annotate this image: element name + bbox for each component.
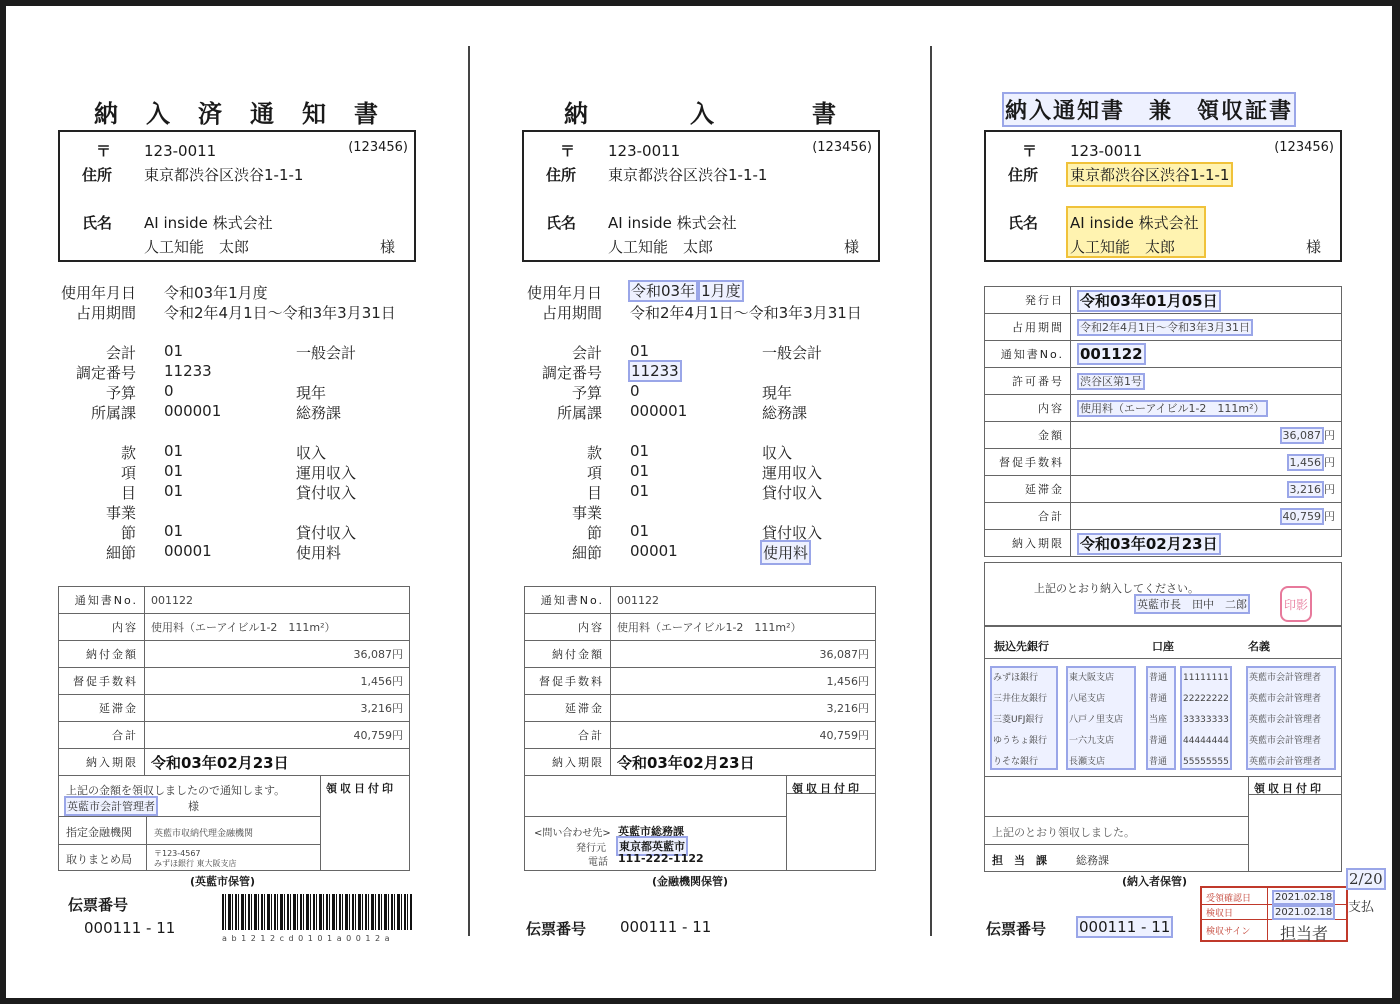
table-row [59, 641, 410, 668]
manager-sama: 様 [188, 800, 199, 813]
kou-name: 運用収入 [762, 464, 823, 482]
table-row [985, 395, 1342, 422]
yen-unit: 円 [1324, 429, 1335, 442]
kan-name: 収入 [296, 444, 327, 462]
receipt-stamp-label: 領収日付印 [1254, 782, 1324, 795]
postal-code: 123-0011 [1070, 142, 1143, 160]
account-header: 口座 [1152, 640, 1174, 653]
late-value: 3,216円 [611, 695, 876, 722]
account-name: 一般会計 [762, 344, 823, 362]
adjust-no: 11233 [628, 360, 682, 382]
adjust-label: 調定番号 [75, 364, 136, 382]
honorific: 様 [380, 238, 396, 256]
inquiry-label: <問い合わせ先> [534, 828, 611, 839]
address-label: 住所 [1008, 166, 1039, 184]
late-value: 3,216円 [145, 695, 410, 722]
content-label: 内容 [985, 395, 1071, 422]
payment-value: 36,087円 [145, 641, 410, 668]
check2-label: 検収日 [1206, 909, 1234, 919]
total-label: 合計 [525, 722, 611, 749]
slip-label: 伝票番号 [526, 920, 587, 938]
content-value: 使用料（エーアイビル1-2 111m²） [611, 614, 876, 641]
account-name: 一般会計 [296, 344, 357, 362]
content-value: 使用料（エーアイビル1-2 111m²） [1077, 400, 1268, 417]
period-value: 令和2年4月1日～令和3年3月31日 [1077, 319, 1253, 336]
kan-name: 収入 [762, 444, 793, 462]
moku-label: 目 [120, 484, 136, 502]
name-label: 氏名 [82, 214, 113, 232]
kou-label: 項 [586, 464, 602, 482]
table-row [985, 287, 1342, 314]
kou-label: 項 [120, 464, 136, 482]
table-row [985, 368, 1342, 395]
deadline-label: 納入期限 [985, 530, 1071, 557]
jigyo-label: 事業 [571, 504, 602, 522]
content-value: 使用料（エーアイビル1-2 111m²） [145, 614, 410, 641]
saisetsu-label: 細節 [571, 544, 602, 562]
table-row [59, 614, 410, 641]
holder-header: 名義 [1248, 640, 1270, 653]
footer-divider [320, 775, 321, 871]
payment-value: 36,087円 [611, 641, 876, 668]
moku-label: 目 [586, 484, 602, 502]
type-list [1146, 666, 1176, 770]
total-label: 合計 [59, 722, 145, 749]
check2-date: 2021.02.18 [1272, 905, 1335, 920]
notice-no-label: 通知書No. [985, 341, 1071, 368]
receipt-table [984, 286, 1342, 557]
fee-label: 督促手数料 [59, 668, 145, 695]
branch-item: 長瀬支店 [1069, 757, 1106, 767]
receipt-check-stamp [1200, 886, 1348, 942]
bank-value: 英藍市収納代理金融機関 [154, 829, 254, 839]
dept-code: 000001 [630, 402, 688, 420]
table-row [985, 503, 1342, 530]
slip-label: 伝票番号 [68, 896, 129, 914]
setsu-name: 貸付収入 [762, 524, 823, 542]
stamp-col-line [1248, 776, 1249, 872]
dept-code: 000001 [164, 402, 222, 420]
notice-table [58, 586, 410, 776]
table-row [985, 341, 1342, 368]
postal-code: 123-0011 [144, 142, 217, 160]
dept-name: 総務課 [762, 404, 808, 422]
bank-line [984, 816, 1248, 817]
period-value: 令和2年4月1日～令和3年3月31日 [164, 304, 396, 322]
handwritten-paid: 支払 [1348, 900, 1375, 915]
amount-value: 36,087 [1280, 427, 1325, 444]
number-item: 33333333 [1183, 715, 1229, 725]
type-item: 普通 [1149, 757, 1168, 767]
budget-name: 現年 [762, 384, 793, 402]
total-value: 40,759円 [145, 722, 410, 749]
keep-label: (金融機関保管) [652, 875, 729, 888]
late-label: 延滞金 [985, 476, 1071, 503]
charge-value: 総務課 [1076, 854, 1109, 867]
fee-value: 1,456円 [145, 668, 410, 695]
holder-item: 英藍市会計管理者 [1249, 673, 1322, 683]
inquiry-dept: 英藍市総務課 [618, 825, 684, 838]
table-row [59, 668, 410, 695]
request-text: 上記のとおり納入してください。 [1034, 582, 1199, 595]
late-label: 延滞金 [525, 695, 611, 722]
deadline-value: 令和03年02月23日 [145, 749, 410, 776]
address-value: 東京都渋谷区渋谷1-1-1 [1066, 162, 1233, 187]
issue-label: 発行日 [985, 287, 1071, 314]
payment-label: 納付金額 [59, 641, 145, 668]
panel-receipt [930, 6, 1392, 998]
account-code: 01 [630, 342, 650, 360]
kou-name: 運用収入 [296, 464, 357, 482]
payment-label: 納付金額 [525, 641, 611, 668]
budget-label: 予算 [571, 384, 602, 402]
budget-code: 0 [164, 382, 174, 400]
postal-mark: 〒 [1022, 142, 1038, 160]
usage-date-month: 1月度 [698, 280, 744, 302]
kan-label: 款 [120, 444, 136, 462]
address-value: 東京都渋谷区渋谷1-1-1 [144, 166, 304, 184]
holder-list [1246, 666, 1336, 770]
table-row [59, 722, 410, 749]
notice-no-value: 001122 [145, 587, 410, 614]
bank-line [984, 844, 1248, 845]
moku-code: 01 [630, 482, 650, 500]
collect-bank: みずほ銀行 東大阪支店 [154, 859, 237, 868]
collect-label: 取りまとめ局 [66, 853, 132, 866]
deadline-value: 令和03年02月23日 [611, 749, 876, 776]
saisetsu-code: 00001 [164, 542, 212, 560]
permit-label: 許可番号 [985, 368, 1071, 395]
notice-no-label: 通知書No. [59, 587, 145, 614]
period-label: 占用期間 [541, 304, 602, 322]
fee-value: 1,456 [1287, 454, 1325, 471]
reference-code: (123456) [812, 140, 872, 155]
slip-label: 伝票番号 [986, 920, 1047, 938]
notice-text: 上記の金額を領収しましたので通知します。 [66, 784, 286, 797]
type-item: 普通 [1149, 673, 1168, 683]
postal-mark: 〒 [96, 142, 112, 160]
notice-no-label: 通知書No. [525, 587, 611, 614]
slip-number: 000111 - 11 [620, 918, 712, 936]
seal-stamp: 印影 [1280, 586, 1312, 622]
check3-label: 検収サイン [1206, 927, 1251, 937]
deadline-value: 令和03年02月23日 [1077, 533, 1221, 555]
footer-divider [786, 775, 787, 871]
postal-code: 123-0011 [608, 142, 681, 160]
inspector-sign: 担当者 [1280, 924, 1329, 943]
period-label: 占用期間 [75, 304, 136, 322]
setsu-label: 節 [120, 524, 136, 542]
late-value: 3,216 [1287, 481, 1325, 498]
late-label: 延滞金 [59, 695, 145, 722]
saisetsu-name: 使用料 [296, 544, 342, 562]
table-row [59, 749, 410, 776]
table-row [525, 668, 876, 695]
reference-code: (123456) [348, 140, 408, 155]
phone-label: 電話 [588, 857, 608, 868]
content-label: 内容 [525, 614, 611, 641]
setsu-name: 貸付収入 [296, 524, 357, 542]
notice-no-value: 001122 [611, 587, 876, 614]
account-label: 会計 [105, 344, 136, 362]
saisetsu-code: 00001 [630, 542, 678, 560]
address-box [984, 130, 1342, 262]
panel3-title: 納入通知書 兼 領収証書 [1002, 92, 1296, 127]
issuer-value: 東京都英藍市 [616, 836, 688, 856]
branch-item: 一六九支店 [1069, 736, 1115, 746]
moku-name: 貸付収入 [762, 484, 823, 502]
issuer-label: 発行元 [576, 843, 606, 854]
bank-item: りそな銀行 [993, 757, 1039, 767]
footer-line [524, 816, 786, 817]
bank-item: 三井住友銀行 [993, 694, 1048, 704]
footer-col-line [146, 816, 147, 871]
holder-item: 英藍市会計管理者 [1249, 694, 1322, 704]
check1-date: 2021.02.18 [1272, 890, 1335, 905]
number-list [1180, 666, 1232, 770]
deadline-label: 納入期限 [59, 749, 145, 776]
yen-unit: 円 [1324, 510, 1335, 523]
address-box [522, 130, 880, 262]
address-label: 住所 [546, 166, 577, 184]
usage-date-year: 令和03年 [628, 280, 698, 302]
mayor-name: 英藍市長 田中 二郎 [1134, 594, 1250, 614]
usage-date-value [628, 280, 744, 301]
fee-label: 督促手数料 [985, 449, 1071, 476]
type-item: 当座 [1149, 715, 1168, 725]
fee-value: 1,456円 [611, 668, 876, 695]
table-row [525, 587, 876, 614]
bank-line [984, 776, 1342, 777]
table-row [985, 530, 1342, 557]
account-label: 会計 [571, 344, 602, 362]
keep-label: (英藍市保管) [190, 875, 256, 888]
table-row [525, 641, 876, 668]
deadline-label: 納入期限 [525, 749, 611, 776]
address-label: 住所 [82, 166, 113, 184]
bank-item: みずほ銀行 [993, 673, 1039, 683]
bank-line [984, 658, 1342, 659]
check1-label: 受領確認日 [1206, 894, 1252, 904]
kou-code: 01 [164, 462, 184, 480]
phone-value: 111-222-1122 [618, 852, 704, 865]
period-label: 占用期間 [985, 314, 1071, 341]
yen-unit: 円 [1324, 483, 1335, 496]
table-row [525, 749, 876, 776]
number-item: 55555555 [1183, 757, 1229, 767]
moku-name: 貸付収入 [296, 484, 357, 502]
received-text: 上記のとおり領収しました。 [992, 826, 1135, 839]
panel-paid-notice [6, 6, 468, 998]
slip-number: 000111 - 11 [84, 919, 176, 937]
person-name: 人工知能 太郎 [608, 238, 714, 256]
adjust-no: 11233 [164, 362, 212, 380]
kan-code: 01 [164, 442, 184, 460]
receipt-stamp-label: 領収日付印 [326, 782, 396, 795]
charge-label: 担 当 課 [992, 854, 1047, 867]
notice-table [524, 586, 876, 776]
jigyo-label: 事業 [105, 504, 136, 522]
manager-name: 英藍市会計管理者 [64, 796, 158, 816]
holder-item: 英藍市会計管理者 [1249, 736, 1322, 746]
usage-date-label: 使用年月日 [526, 284, 602, 302]
table-row [525, 722, 876, 749]
name-label: 氏名 [1008, 214, 1039, 232]
bank-header: 振込先銀行 [994, 640, 1049, 653]
company-name: AI inside 株式会社 [1070, 214, 1199, 232]
reference-code: (123456) [1274, 140, 1334, 155]
table-row [59, 695, 410, 722]
permit-value: 渋谷区第1号 [1077, 373, 1145, 390]
number-item: 44444444 [1183, 736, 1229, 746]
slip-number: 000111 - 11 [1076, 916, 1173, 938]
barcode [222, 894, 412, 930]
table-row [59, 587, 410, 614]
holder-item: 英藍市会計管理者 [1249, 715, 1322, 725]
table-row [985, 422, 1342, 449]
setsu-code: 01 [630, 522, 650, 540]
honorific: 様 [1306, 238, 1322, 256]
setsu-label: 節 [586, 524, 602, 542]
budget-name: 現年 [296, 384, 327, 402]
number-item: 11111111 [1183, 673, 1229, 683]
usage-date-value: 令和03年1月度 [164, 284, 268, 302]
table-row [525, 695, 876, 722]
table-row [985, 476, 1342, 503]
table-row [525, 614, 876, 641]
type-item: 普通 [1149, 694, 1168, 704]
handwritten-date: 2/20 [1346, 868, 1386, 890]
type-item: 普通 [1149, 736, 1168, 746]
amount-label: 金額 [985, 422, 1071, 449]
budget-code: 0 [630, 382, 640, 400]
address-box [58, 130, 416, 262]
number-item: 22222222 [1183, 694, 1229, 704]
person-name: 人工知能 太郎 [1070, 238, 1176, 256]
panel2-title-b: 入 [690, 100, 716, 128]
postal-mark: 〒 [560, 142, 576, 160]
bank-item: 三菱UFJ銀行 [993, 715, 1044, 725]
account-code: 01 [164, 342, 184, 360]
table-row [985, 314, 1342, 341]
bank-label: 指定金融機関 [66, 826, 132, 839]
total-value: 40,759 [1280, 508, 1325, 525]
notice-no-value: 001122 [1077, 343, 1146, 365]
honorific: 様 [844, 238, 860, 256]
usage-date-label: 使用年月日 [60, 284, 136, 302]
panel-payment-slip [468, 6, 930, 998]
company-name: AI inside 株式会社 [144, 214, 273, 232]
kan-code: 01 [630, 442, 650, 460]
panel1-title: 納 入 済 通 知 書 [94, 100, 380, 128]
budget-label: 予算 [105, 384, 136, 402]
footer-line [58, 844, 320, 845]
branch-item: 八戸ノ里支店 [1069, 715, 1124, 725]
branch-item: 東大阪支店 [1069, 673, 1115, 683]
person-name: 人工知能 太郎 [144, 238, 250, 256]
table-row [985, 449, 1342, 476]
saisetsu-label: 細節 [105, 544, 136, 562]
kan-label: 款 [586, 444, 602, 462]
branch-list [1066, 666, 1136, 770]
bank-item: ゆうちょ銀行 [993, 736, 1048, 746]
total-label: 合計 [985, 503, 1071, 530]
collect-addr: 〒123-4567 [154, 849, 201, 858]
name-label: 氏名 [546, 214, 577, 232]
kou-code: 01 [630, 462, 650, 480]
document-sheet [6, 6, 1392, 998]
holder-item: 英藍市会計管理者 [1249, 757, 1322, 767]
company-name: AI inside 株式会社 [608, 214, 737, 232]
fee-label: 督促手数料 [525, 668, 611, 695]
panel2-title-a: 納 [564, 100, 590, 128]
dept-label: 所属課 [90, 404, 136, 422]
keep-label: (納入者保管) [1122, 875, 1188, 888]
branch-item: 八尾支店 [1069, 694, 1106, 704]
adjust-label: 調定番号 [541, 364, 602, 382]
dept-label: 所属課 [556, 404, 602, 422]
panel2-title-c: 書 [812, 100, 838, 128]
saisetsu-name: 使用料 [760, 540, 811, 565]
issue-value: 令和03年01月05日 [1077, 290, 1221, 312]
setsu-code: 01 [164, 522, 184, 540]
receipt-stamp-label: 領収日付印 [792, 782, 862, 795]
period-value: 令和2年4月1日～令和3年3月31日 [630, 304, 862, 322]
moku-code: 01 [164, 482, 184, 500]
barcode-text: a b 1 2 1 2 c d 0 1 0 1 a 0 0 1 2 a [222, 934, 391, 943]
address-value: 東京都渋谷区渋谷1-1-1 [608, 166, 768, 184]
total-value: 40,759円 [611, 722, 876, 749]
content-label: 内容 [59, 614, 145, 641]
dept-name: 総務課 [296, 404, 342, 422]
bank-list [990, 666, 1058, 770]
footer-line [58, 816, 320, 817]
yen-unit: 円 [1324, 456, 1335, 469]
